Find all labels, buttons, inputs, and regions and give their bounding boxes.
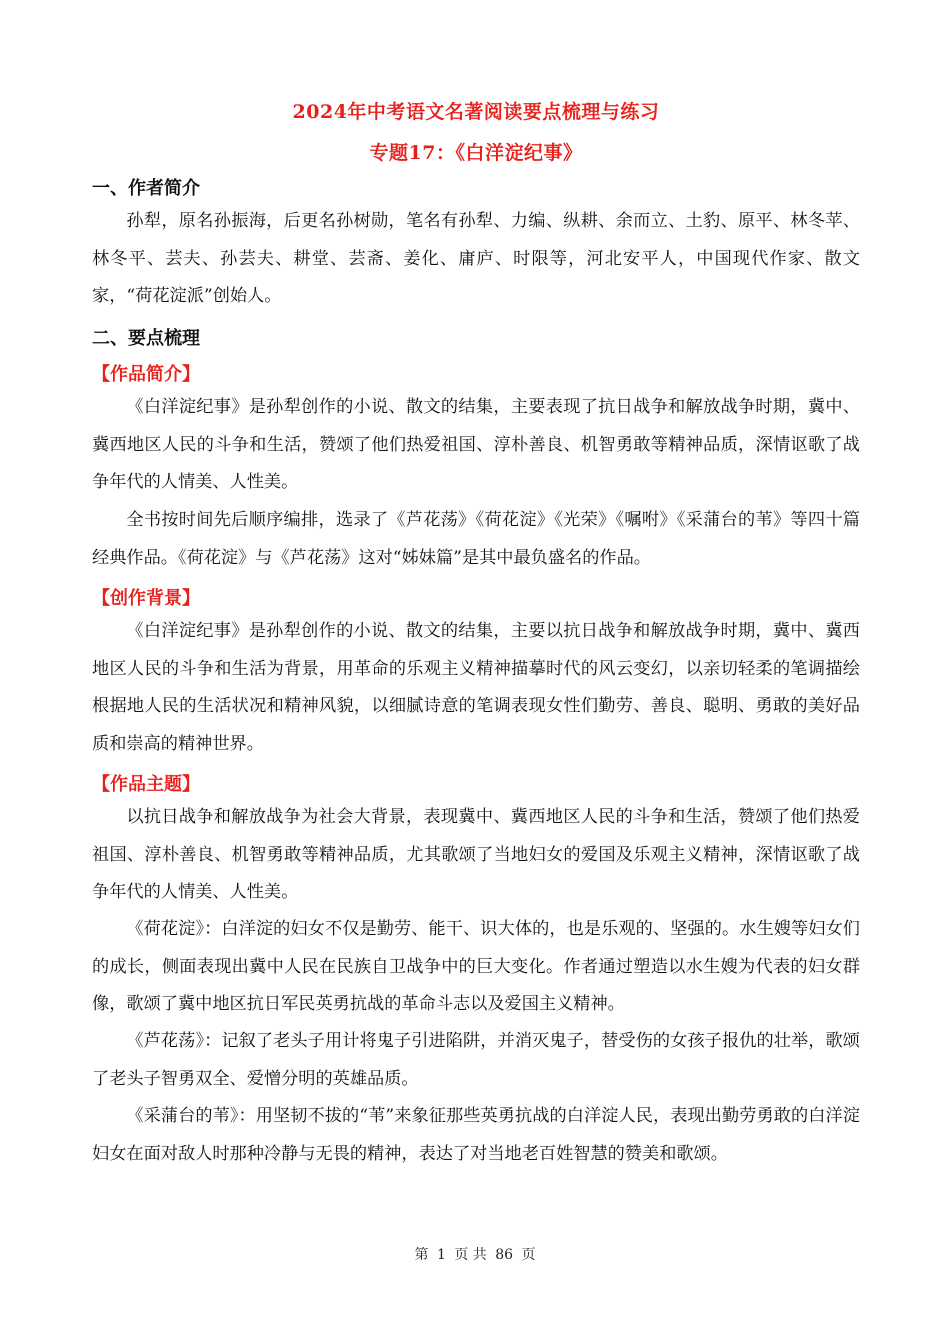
footer-total-pages: 86 — [495, 1247, 514, 1263]
theme-paragraph-3: 《芦花荡》：记叙了老头子用计将鬼子引进陷阱，并消灭鬼子，替受伤的女孩子报仇的壮举，歌颂了老头子智勇双全、爱憎分明的英雄品质。 — [92, 1031, 860, 1089]
footer-mid: 页 共 — [454, 1247, 487, 1263]
document-title: 2024年中考语文名著阅读要点梳理与练习 — [292, 101, 660, 123]
footer-page-number: 1 — [436, 1247, 446, 1263]
theme-paragraph-4: 《采蒲台的苇》：用坚韧不拔的“苇”来象征那些英勇抗战的白洋淀人民，表现出勤劳勇敢的白洋淀妇女在面对敌人时那种冷静与无畏的精神，表达了对当地老百姓智慧的赞美和歌颂。 — [92, 1106, 860, 1164]
document-subtitle: 专题17：《白洋淀纪事》 — [369, 142, 583, 164]
label-theme: 【作品主题】 — [92, 774, 200, 795]
label-work-intro: 【作品简介】 — [92, 364, 200, 385]
page-footer — [0, 1244, 950, 1264]
intro-paragraph-2: 全书按时间先后顺序编排，选录了《芦花荡》《荷花淀》《光荣》《嘱咐》《采蒲台的苇》等四十篇经典作品。《荷花淀》与《芦花荡》这对“姊妹篇”是其中最负盛名的作品。 — [92, 510, 860, 568]
section-heading-points: 二、要点梳理 — [92, 328, 200, 349]
section-heading-author: 一、作者简介 — [92, 178, 200, 199]
author-paragraph: 孙犁，原名孙振海，后更名孙树勋，笔名有孙犁、力编、纵耕、余而立、土豹、原平、林冬苹、林冬平、芸夫、孙芸夫、耕堂、芸斋、姜化、庸庐、时限等，河北安平人，中国现代作家、散文家，“荷花淀派”创始人。 — [92, 211, 860, 306]
theme-paragraph-2: 《荷花淀》：白洋淀的妇女不仅是勤劳、能干、识大体的，也是乐观的、坚强的。水生嫂等妇女们的成长，侧面表现出冀中人民在民族自卫战争中的巨大变化。作者通过塑造以水生嫂为代表的妇女群像，歌颂了冀中地区抗日军民英勇抗战的革命斗志以及爱国主义精神。 — [92, 919, 860, 1014]
background-paragraph: 《白洋淀纪事》是孙犁创作的小说、散文的结集，主要以抗日战争和解放战争时期，冀中、冀西地区人民的斗争和生活为背景，用革命的乐观主义精神描摹时代的风云变幻，以亲切轻柔的笔调描绘根据地人民的生活状况和精神风貌，以细腻诗意的笔调表现女性们勤劳、善良、聪明、勇敢的美好品质和崇高的精神世界。 — [92, 621, 860, 754]
footer-suffix: 页 — [521, 1247, 536, 1263]
intro-paragraph-1: 《白洋淀纪事》是孙犁创作的小说、散文的结集，主要表现了抗日战争和解放战争时期，冀中、冀西地区人民的斗争和生活，赞颂了他们热爱祖国、淳朴善良、机智勇敢等精神品质，深情讴歌了战争年代的人情美、人性美。 — [92, 397, 860, 492]
footer-prefix: 第 — [414, 1247, 429, 1263]
theme-paragraph-1: 以抗日战争和解放战争为社会大背景，表现冀中、冀西地区人民的斗争和生活，赞颂了他们热爱祖国、淳朴善良、机智勇敢等精神品质，尤其歌颂了当地妇女的爱国及乐观主义精神，深情讴歌了战争年代的人情美、人性美。 — [92, 807, 860, 902]
label-background: 【创作背景】 — [92, 588, 200, 609]
